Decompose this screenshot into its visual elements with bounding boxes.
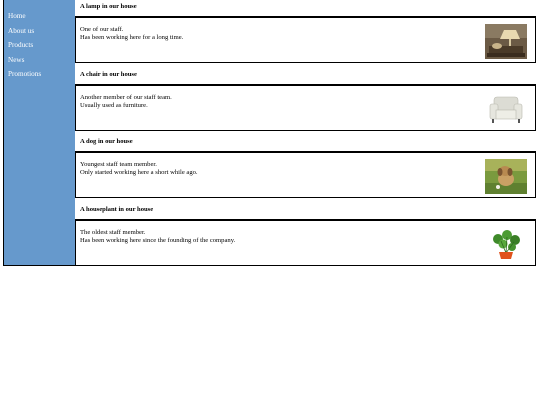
item-heading: A chair in our house (80, 70, 137, 78)
item-description-line: Only started working here a short while ago. (80, 169, 198, 176)
nav-item-news[interactable]: News (8, 55, 25, 64)
item-section-houseplant (75, 203, 536, 271)
item-section-lamp (75, 0, 536, 68)
houseplant-photo (485, 227, 527, 262)
item-section-dog (75, 135, 536, 203)
nav-item-products[interactable]: Products (8, 41, 34, 49)
puppy-photo (485, 159, 527, 194)
item-description (80, 94, 172, 110)
lamp-photo (485, 24, 527, 59)
sidebar (4, 0, 75, 265)
item-description (80, 26, 183, 42)
item-description-line: Another member of our staff team. (80, 93, 172, 101)
armchair-photo (485, 92, 527, 127)
item-description-line: Has been working here for a long time. (80, 34, 184, 41)
main-content (75, 0, 536, 270)
item-heading: A dog in our house (80, 138, 133, 145)
item-description-line: Usually used as furniture. (80, 101, 148, 109)
item-heading: A houseplant in our house (80, 205, 154, 213)
item-description-line: Youngest staff team member. (80, 161, 157, 168)
item-description (80, 229, 235, 245)
item-card (75, 16, 536, 63)
item-card (75, 151, 536, 198)
nav-item-promotions[interactable]: Promotions (8, 70, 42, 78)
item-description-line: The oldest staff member. (80, 228, 146, 236)
sidebar-nav (4, 0, 75, 82)
item-section-chair (75, 68, 536, 136)
item-description-line: Has been working here since the founding of the company. (80, 236, 236, 244)
item-card (75, 219, 536, 266)
item-card (75, 84, 536, 131)
nav-item-about-us[interactable]: About us (8, 26, 35, 35)
item-description-line: One of our staff. (80, 26, 124, 33)
item-heading: A lamp in our house (80, 3, 137, 10)
nav-item-home[interactable]: Home (8, 12, 26, 20)
item-description (80, 161, 198, 177)
